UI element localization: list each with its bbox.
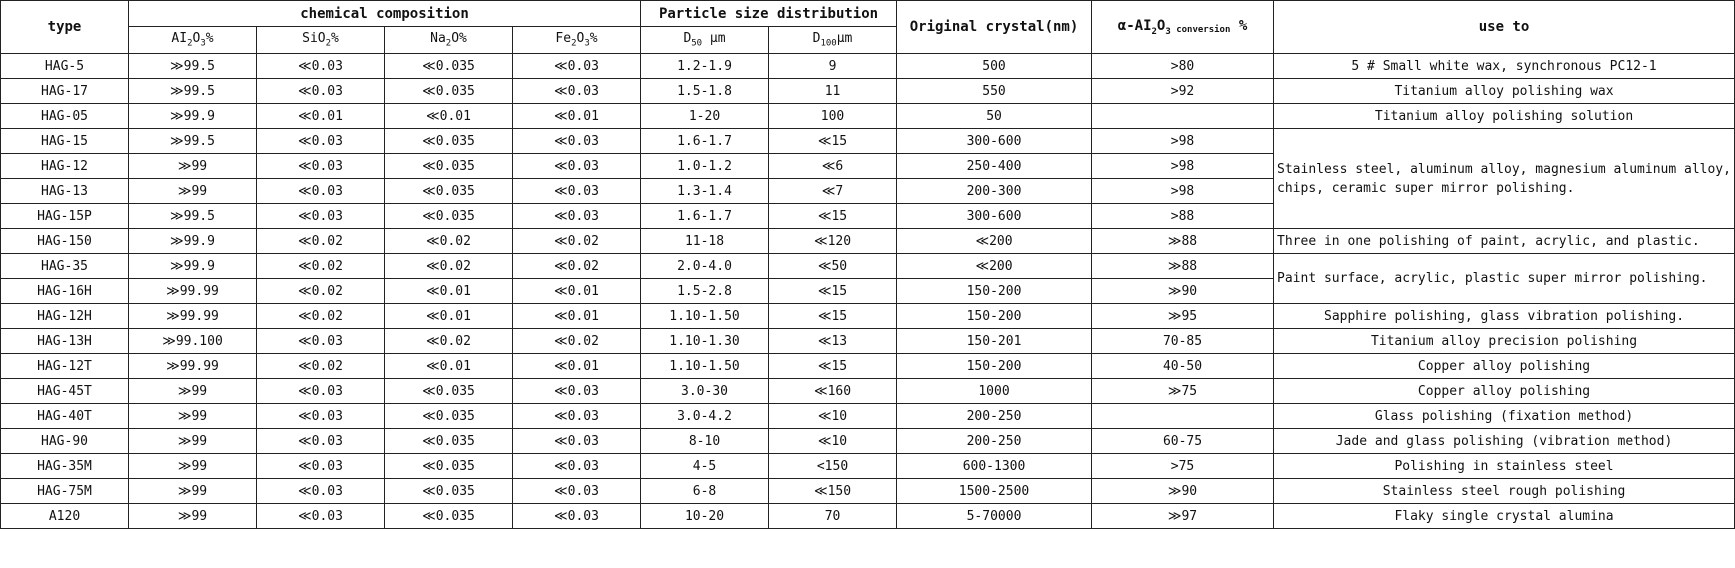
cell-crystal: 150-200 (897, 304, 1092, 329)
cell-na2o: ≪0.01 (385, 304, 513, 329)
cell-crystal: 150-200 (897, 354, 1092, 379)
header-use-to: use to (1274, 1, 1735, 54)
cell-sio2: ≪0.03 (257, 504, 385, 529)
cell-sio2: ≪0.02 (257, 254, 385, 279)
cell-conversion: ≫88 (1092, 229, 1274, 254)
cell-d50: 2.0-4.0 (641, 254, 769, 279)
cell-type: A120 (1, 504, 129, 529)
cell-use: Sapphire polishing, glass vibration polishing. (1274, 304, 1735, 329)
cell-al2o3: ≫99 (129, 404, 257, 429)
cell-d100: ≪15 (769, 204, 897, 229)
cell-fe2o3: ≪0.03 (513, 79, 641, 104)
cell-use: Polishing in stainless steel (1274, 454, 1735, 479)
cell-na2o: ≪0.02 (385, 329, 513, 354)
cell-fe2o3: ≪0.03 (513, 504, 641, 529)
cell-d50: 1.3-1.4 (641, 179, 769, 204)
cell-na2o: ≪0.02 (385, 229, 513, 254)
header-particle-size-distribution: Particle size distribution (641, 1, 897, 27)
cell-conversion: >98 (1092, 129, 1274, 154)
cell-crystal: 300-600 (897, 129, 1092, 154)
cell-conversion: >98 (1092, 154, 1274, 179)
cell-al2o3: ≫99 (129, 479, 257, 504)
cell-use: Titanium alloy polishing wax (1274, 79, 1735, 104)
cell-sio2: ≪0.03 (257, 179, 385, 204)
cell-al2o3: ≫99.5 (129, 204, 257, 229)
cell-d100: ≪7 (769, 179, 897, 204)
cell-na2o: ≪0.035 (385, 404, 513, 429)
cell-sio2: ≪0.02 (257, 304, 385, 329)
cell-na2o: ≪0.035 (385, 154, 513, 179)
cell-use: Flaky single crystal alumina (1274, 504, 1735, 529)
header-d100: $D_{100}\mu m$ (769, 27, 897, 54)
cell-fe2o3: ≪0.03 (513, 429, 641, 454)
cell-type: HAG-35 (1, 254, 129, 279)
cell-d100: 11 (769, 79, 897, 104)
cell-fe2o3: ≪0.03 (513, 454, 641, 479)
cell-conversion: ≫95 (1092, 304, 1274, 329)
cell-conversion: >80 (1092, 54, 1274, 79)
cell-sio2: ≪0.03 (257, 429, 385, 454)
cell-use: Titanium alloy precision polishing (1274, 329, 1735, 354)
cell-al2o3: ≫99.5 (129, 54, 257, 79)
cell-conversion: 40-50 (1092, 354, 1274, 379)
cell-sio2: ≪0.03 (257, 129, 385, 154)
cell-fe2o3: ≪0.03 (513, 479, 641, 504)
cell-na2o: ≪0.035 (385, 454, 513, 479)
cell-d100: ≪10 (769, 404, 897, 429)
cell-crystal: 500 (897, 54, 1092, 79)
header-fe2o3: $Fe_2O_3\%$ (513, 27, 641, 54)
cell-crystal: 200-300 (897, 179, 1092, 204)
cell-fe2o3: ≪0.01 (513, 279, 641, 304)
cell-na2o: ≪0.035 (385, 79, 513, 104)
cell-d50: 3.0-30 (641, 379, 769, 404)
cell-type: HAG-17 (1, 79, 129, 104)
cell-fe2o3: ≪0.03 (513, 204, 641, 229)
cell-d100: ≪150 (769, 479, 897, 504)
header-original-crystal: Original crystal(nm) (897, 1, 1092, 54)
cell-d100: ≪13 (769, 329, 897, 354)
table-row (1, 429, 1735, 454)
table-row (1, 504, 1735, 529)
cell-d100: ≪15 (769, 279, 897, 304)
cell-use: Jade and glass polishing (vibration method) (1274, 429, 1735, 454)
cell-use-stainless-group: Stainless steel, aluminum alloy, magnesium aluminum alloy, chips, ceramic super mirror polishing. (1274, 129, 1735, 229)
cell-crystal: 200-250 (897, 404, 1092, 429)
cell-type: HAG-150 (1, 229, 129, 254)
table-row (1, 329, 1735, 354)
cell-type: HAG-16H (1, 279, 129, 304)
cell-type: HAG-40T (1, 404, 129, 429)
cell-conversion: ≫75 (1092, 379, 1274, 404)
header-al2o3: $AI_2O_3\%$ (129, 27, 257, 54)
cell-d100: <150 (769, 454, 897, 479)
cell-al2o3: ≫99.99 (129, 279, 257, 304)
cell-conversion: ≫90 (1092, 279, 1274, 304)
cell-crystal: 600-1300 (897, 454, 1092, 479)
cell-d50: 1-20 (641, 104, 769, 129)
cell-na2o: ≪0.035 (385, 429, 513, 454)
cell-al2o3: ≫99 (129, 429, 257, 454)
cell-na2o: ≪0.035 (385, 54, 513, 79)
header-type: type (1, 1, 129, 54)
cell-fe2o3: ≪0.03 (513, 54, 641, 79)
cell-sio2: ≪0.02 (257, 279, 385, 304)
cell-d50: 3.0-4.2 (641, 404, 769, 429)
cell-conversion: ≫90 (1092, 479, 1274, 504)
cell-type: HAG-13H (1, 329, 129, 354)
cell-crystal: 5-70000 (897, 504, 1092, 529)
header-chemical-composition: chemical composition (129, 1, 641, 27)
cell-al2o3: ≫99 (129, 379, 257, 404)
cell-d50: 6-8 (641, 479, 769, 504)
header-sio2: SiO$_2$% (257, 27, 385, 54)
cell-type: HAG-35M (1, 454, 129, 479)
cell-type: HAG-15 (1, 129, 129, 154)
cell-d50: 11-18 (641, 229, 769, 254)
cell-type: HAG-12 (1, 154, 129, 179)
cell-crystal: 150-201 (897, 329, 1092, 354)
cell-use: 5 # Small white wax, synchronous PC12-1 (1274, 54, 1735, 79)
cell-fe2o3: ≪0.03 (513, 379, 641, 404)
cell-d100: ≪15 (769, 354, 897, 379)
header-na2o: $Na_2O\%$ (385, 27, 513, 54)
cell-na2o: ≪0.035 (385, 204, 513, 229)
table-row (1, 129, 1735, 154)
cell-conversion: ≫97 (1092, 504, 1274, 529)
cell-fe2o3: ≪0.03 (513, 129, 641, 154)
cell-crystal: 1500-2500 (897, 479, 1092, 504)
cell-conversion: >75 (1092, 454, 1274, 479)
cell-fe2o3: ≪0.01 (513, 354, 641, 379)
table-row (1, 254, 1735, 279)
cell-type: HAG-15P (1, 204, 129, 229)
cell-crystal: ≪200 (897, 229, 1092, 254)
cell-sio2: ≪0.03 (257, 54, 385, 79)
cell-al2o3: ≫99.9 (129, 229, 257, 254)
cell-d50: 1.5-1.8 (641, 79, 769, 104)
cell-d100: ≪15 (769, 129, 897, 154)
cell-sio2: ≪0.03 (257, 329, 385, 354)
cell-sio2: ≪0.03 (257, 154, 385, 179)
cell-al2o3: ≫99 (129, 454, 257, 479)
cell-d50: 8-10 (641, 429, 769, 454)
cell-type: HAG-05 (1, 104, 129, 129)
cell-crystal: 1000 (897, 379, 1092, 404)
table-row (1, 304, 1735, 329)
table-row (1, 354, 1735, 379)
cell-type: HAG-12H (1, 304, 129, 329)
cell-d50: 1.10-1.50 (641, 304, 769, 329)
cell-fe2o3: ≪0.02 (513, 329, 641, 354)
cell-na2o: ≪0.01 (385, 104, 513, 129)
cell-na2o: ≪0.01 (385, 279, 513, 304)
cell-crystal: 550 (897, 79, 1092, 104)
cell-sio2: ≪0.03 (257, 79, 385, 104)
table-row (1, 404, 1735, 429)
cell-fe2o3: ≪0.03 (513, 404, 641, 429)
cell-d50: 1.6-1.7 (641, 204, 769, 229)
cell-sio2: ≪0.03 (257, 404, 385, 429)
cell-al2o3: ≫99.5 (129, 79, 257, 104)
cell-fe2o3: ≪0.02 (513, 229, 641, 254)
cell-conversion (1092, 404, 1274, 429)
cell-na2o: ≪0.035 (385, 479, 513, 504)
table-row (1, 104, 1735, 129)
cell-sio2: ≪0.03 (257, 479, 385, 504)
cell-al2o3: ≫99 (129, 154, 257, 179)
table-row (1, 54, 1735, 79)
cell-al2o3: ≫99.99 (129, 354, 257, 379)
header-alpha-conversion: $\alpha-AI_2O_3$ conversion % (1092, 1, 1274, 54)
cell-d100: ≪10 (769, 429, 897, 454)
cell-d100: ≪160 (769, 379, 897, 404)
cell-al2o3: ≫99 (129, 179, 257, 204)
cell-sio2: ≪0.03 (257, 454, 385, 479)
cell-conversion: 60-75 (1092, 429, 1274, 454)
cell-na2o: ≪0.035 (385, 129, 513, 154)
cell-type: HAG-12T (1, 354, 129, 379)
cell-d100: ≪15 (769, 304, 897, 329)
cell-d50: 4-5 (641, 454, 769, 479)
cell-al2o3: ≫99 (129, 504, 257, 529)
cell-type: HAG-5 (1, 54, 129, 79)
cell-al2o3: ≫99.100 (129, 329, 257, 354)
cell-d100: 70 (769, 504, 897, 529)
cell-al2o3: ≫99.9 (129, 104, 257, 129)
cell-na2o: ≪0.035 (385, 504, 513, 529)
cell-d100: 100 (769, 104, 897, 129)
cell-use: Copper alloy polishing (1274, 354, 1735, 379)
cell-fe2o3: ≪0.01 (513, 304, 641, 329)
cell-d50: 1.5-2.8 (641, 279, 769, 304)
cell-d50: 1.6-1.7 (641, 129, 769, 154)
cell-d100: ≪120 (769, 229, 897, 254)
cell-type: HAG-13 (1, 179, 129, 204)
cell-d100: 9 (769, 54, 897, 79)
cell-conversion: ≫88 (1092, 254, 1274, 279)
cell-na2o: ≪0.035 (385, 179, 513, 204)
cell-al2o3: ≫99.5 (129, 129, 257, 154)
cell-d100: ≪50 (769, 254, 897, 279)
cell-fe2o3: ≪0.01 (513, 104, 641, 129)
cell-conversion: >92 (1092, 79, 1274, 104)
cell-sio2: ≪0.02 (257, 229, 385, 254)
cell-sio2: ≪0.02 (257, 354, 385, 379)
header-row-1 (1, 1, 1735, 27)
cell-use: Titanium alloy polishing solution (1274, 104, 1735, 129)
table-row (1, 229, 1735, 254)
cell-crystal: 150-200 (897, 279, 1092, 304)
cell-d100: ≪6 (769, 154, 897, 179)
cell-type: HAG-45T (1, 379, 129, 404)
cell-use: Copper alloy polishing (1274, 379, 1735, 404)
cell-d50: 1.10-1.50 (641, 354, 769, 379)
cell-crystal: 50 (897, 104, 1092, 129)
cell-crystal: 300-600 (897, 204, 1092, 229)
cell-conversion: >98 (1092, 179, 1274, 204)
table-row (1, 454, 1735, 479)
table-row (1, 379, 1735, 404)
cell-use: Three in one polishing of paint, acrylic, and plastic. (1274, 229, 1735, 254)
cell-crystal: 250-400 (897, 154, 1092, 179)
cell-crystal: ≪200 (897, 254, 1092, 279)
cell-al2o3: ≫99.9 (129, 254, 257, 279)
cell-na2o: ≪0.02 (385, 254, 513, 279)
cell-fe2o3: ≪0.03 (513, 179, 641, 204)
cell-use-paint-group: Paint surface, acrylic, plastic super mirror polishing. (1274, 254, 1735, 304)
cell-conversion: 70-85 (1092, 329, 1274, 354)
cell-sio2: ≪0.01 (257, 104, 385, 129)
cell-conversion: >88 (1092, 204, 1274, 229)
cell-use: Stainless steel rough polishing (1274, 479, 1735, 504)
cell-d50: 1.2-1.9 (641, 54, 769, 79)
cell-crystal: 200-250 (897, 429, 1092, 454)
header-d50: $D_{50}$ μm (641, 27, 769, 54)
cell-sio2: ≪0.03 (257, 379, 385, 404)
cell-type: HAG-90 (1, 429, 129, 454)
cell-fe2o3: ≪0.03 (513, 154, 641, 179)
cell-type: HAG-75M (1, 479, 129, 504)
cell-na2o: ≪0.01 (385, 354, 513, 379)
cell-use: Glass polishing (fixation method) (1274, 404, 1735, 429)
cell-d50: 10-20 (641, 504, 769, 529)
cell-conversion (1092, 104, 1274, 129)
table-row (1, 79, 1735, 104)
cell-d50: 1.10-1.30 (641, 329, 769, 354)
cell-na2o: ≪0.035 (385, 379, 513, 404)
cell-fe2o3: ≪0.02 (513, 254, 641, 279)
cell-sio2: ≪0.03 (257, 204, 385, 229)
cell-al2o3: ≫99.99 (129, 304, 257, 329)
cell-d50: 1.0-1.2 (641, 154, 769, 179)
table-row (1, 479, 1735, 504)
